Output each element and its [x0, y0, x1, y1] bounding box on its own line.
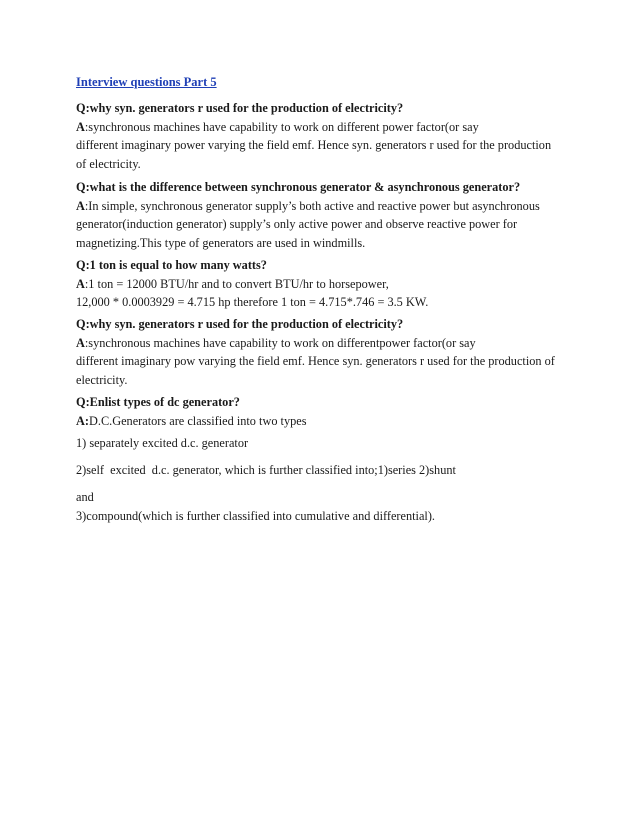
answer-line: different imaginary power varying the field emf. Hence syn. generators r used for the production: [76, 138, 552, 153]
closing-paragraph: [76, 488, 576, 525]
question-text: Q:what is the difference between synchronous generator & asynchronous generator?: [76, 180, 521, 194]
question-text: Q:why syn. generators r used for the production of electricity?: [76, 317, 404, 331]
answer-text: :synchronous machines have capability to work on differentpower factor(or say: [84, 335, 476, 350]
question-text: Q:1 ton is equal to how many watts?: [76, 258, 267, 272]
answer-text: :1 ton = 12000 BTU/hr and to convert BTU/hr to horsepower,: [84, 276, 389, 291]
answer-line: different imaginary pow varying the field emf. Hence syn. generators r used for the production of: [76, 354, 555, 369]
list-item-text: 1) separately excited d.c. generator: [76, 436, 249, 450]
list-item: [76, 434, 576, 453]
question-text: Q:why syn. generators r used for the production of electricity?: [76, 101, 404, 115]
closing-line: and: [76, 490, 94, 504]
list-item: [76, 461, 576, 480]
answer-line: magnetizing.This type of generators are used in windmills.: [76, 235, 366, 250]
answer-line: 12,000 * 0.0003929 = 4.715 hp therefore 1 ton = 4.715*.746 = 3.5 KW.: [76, 295, 429, 310]
qa-item: [76, 256, 576, 312]
qa-item: [76, 393, 576, 430]
qa-item: [76, 178, 576, 252]
answer-line: [76, 118, 576, 137]
answer-label: A: [76, 198, 85, 213]
closing-line: 3)compound(which is further classified into cumulative and differential).: [76, 508, 436, 523]
answer-label: A: [76, 119, 85, 134]
answer-line: [76, 197, 576, 216]
answer-line: generator(induction generator) supply’s only active power and observe reactive power for: [76, 217, 518, 232]
answer-line: [76, 412, 576, 431]
answer-text: D.C.Generators are classified into two types: [88, 413, 307, 428]
qa-item: [76, 315, 576, 389]
answer-text: :synchronous machines have capability to work on different power factor(or say: [84, 119, 479, 134]
qa-item: [76, 99, 576, 173]
answer-text: :In simple, synchronous generator supply’s both active and reactive power but asynchronous: [84, 198, 540, 213]
list-item-text: 2)self excited d.c. generator, which is further classified into;1)series 2)shunt: [76, 463, 456, 477]
question-text: Q:Enlist types of dc generator?: [76, 395, 240, 409]
answer-label: A: [76, 335, 85, 350]
answer-label: A: [76, 276, 85, 291]
answer-line: electricity.: [76, 372, 128, 387]
answer-line: of electricity.: [76, 156, 141, 171]
document-title[interactable]: Interview questions Part 5: [76, 75, 217, 89]
answer-label: A:: [76, 413, 89, 428]
answer-line: [76, 334, 576, 353]
answer-line: [76, 275, 576, 294]
